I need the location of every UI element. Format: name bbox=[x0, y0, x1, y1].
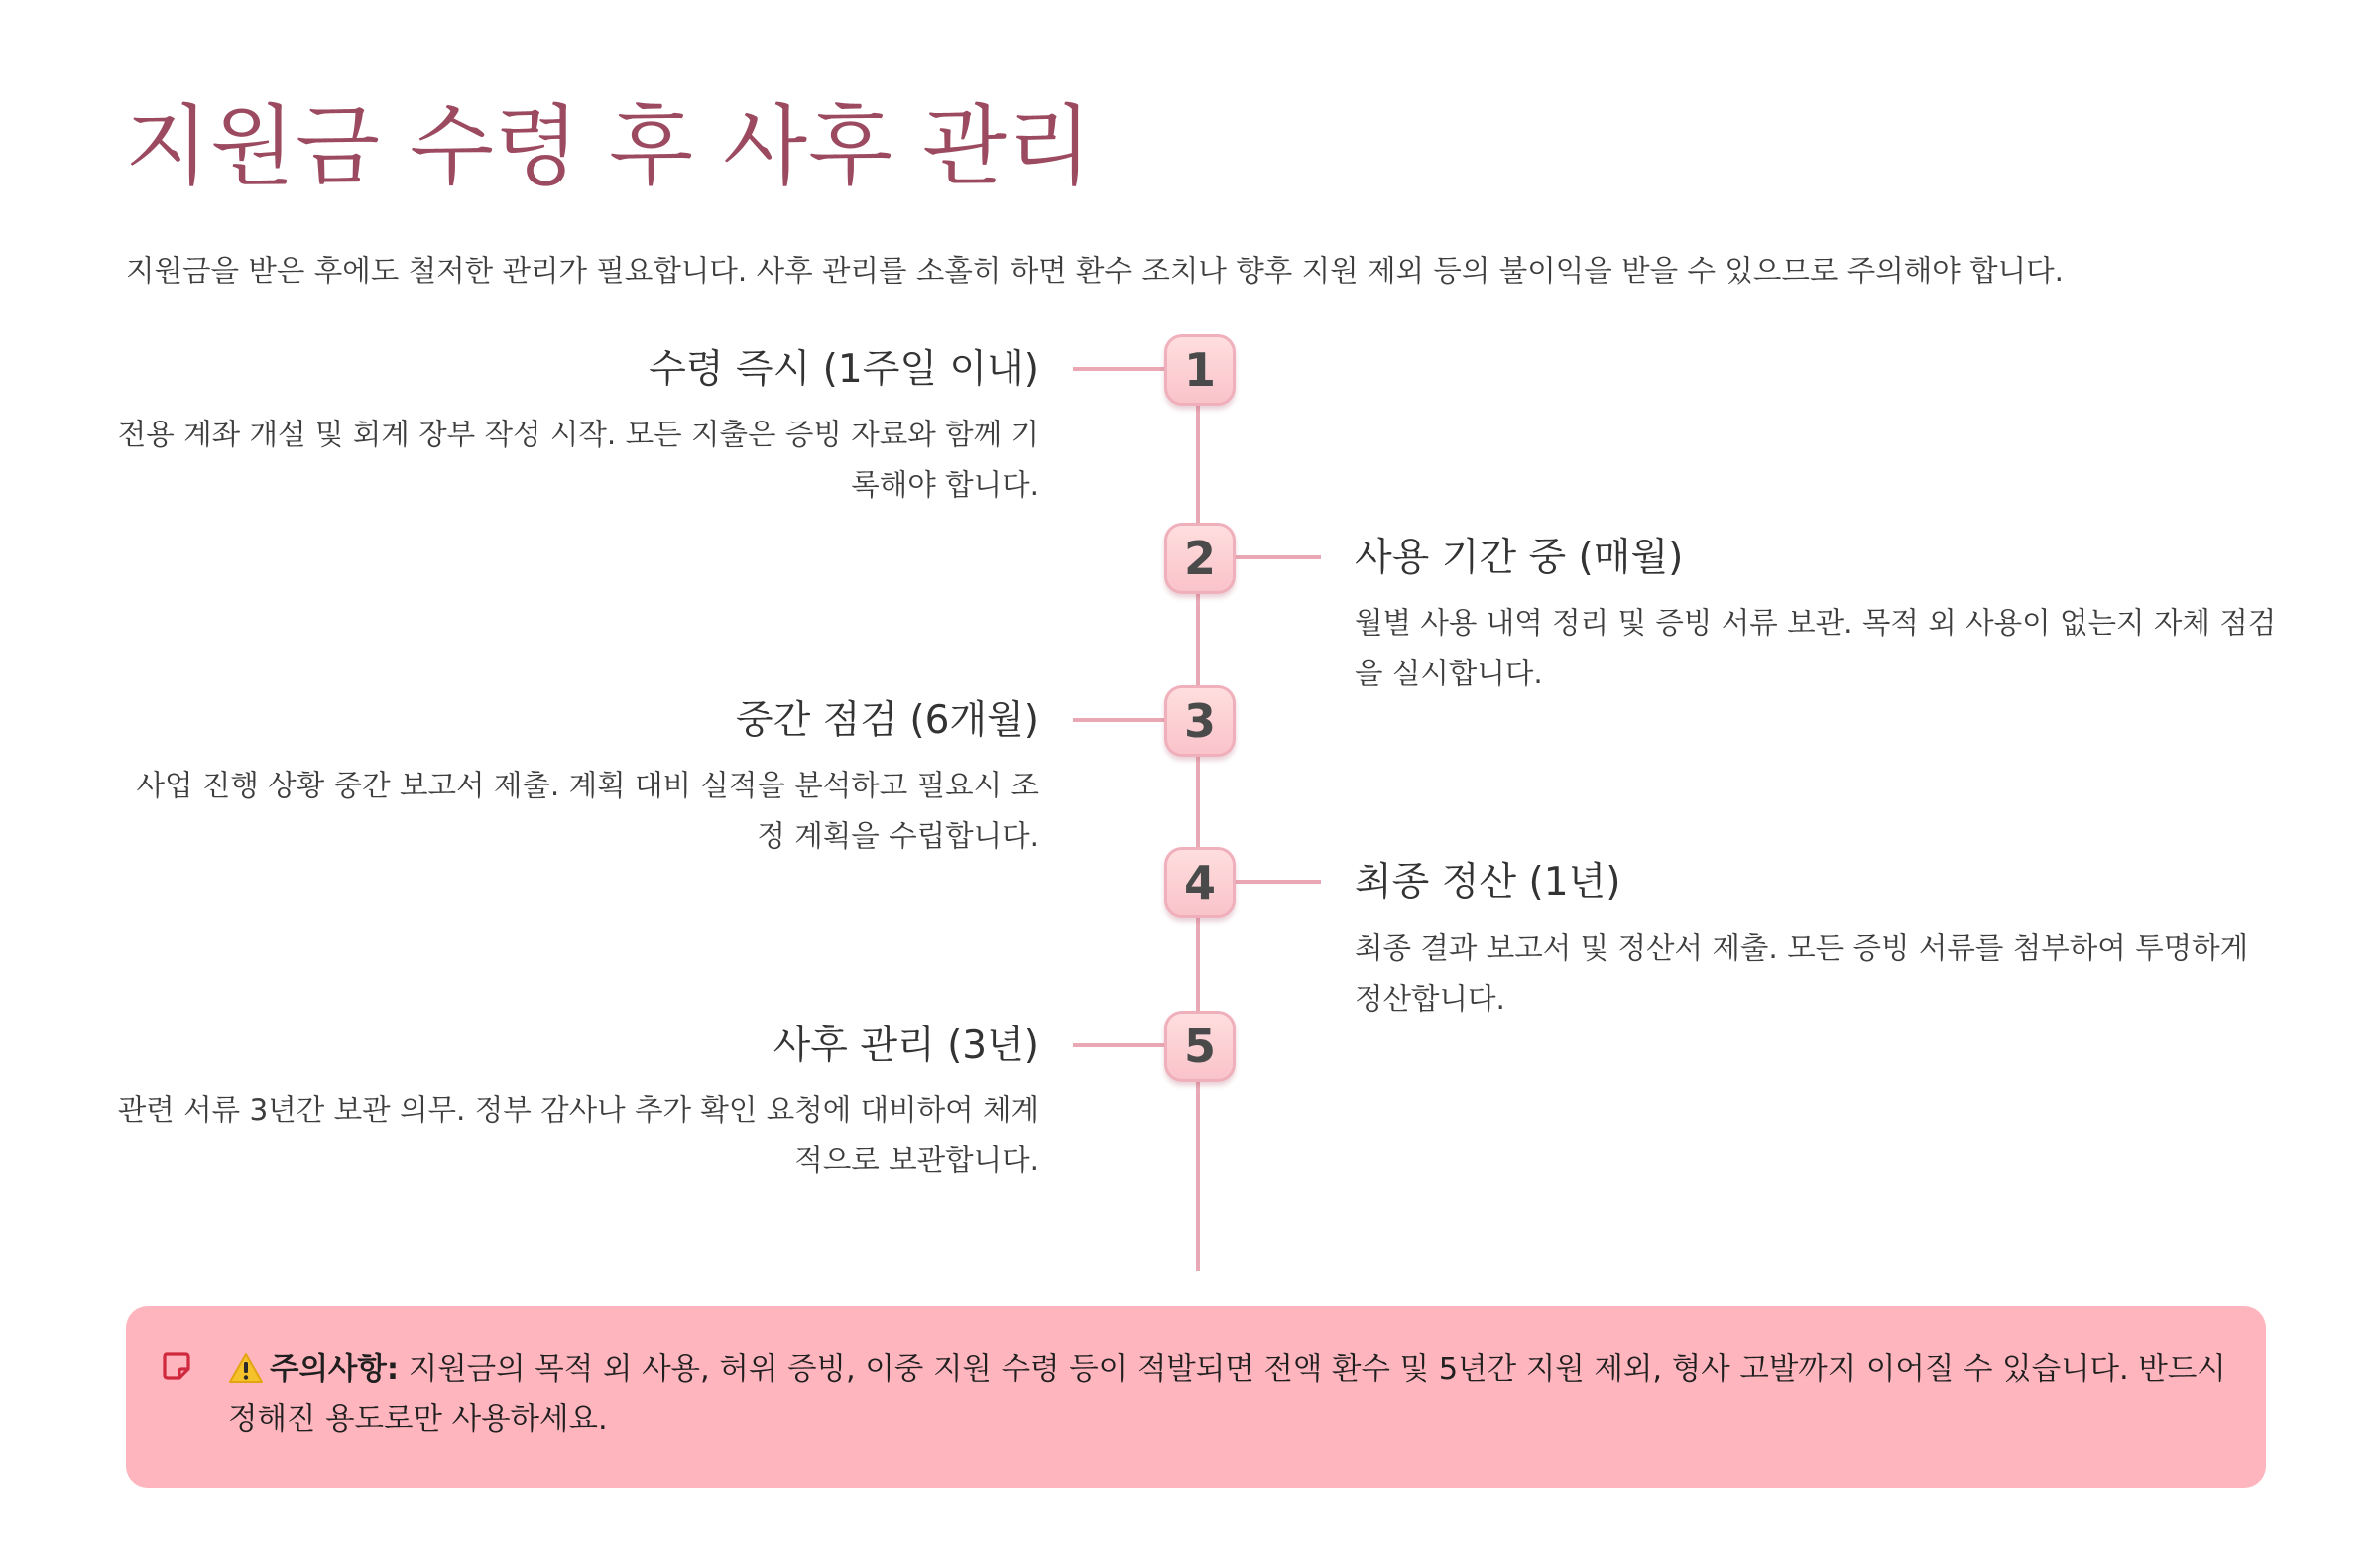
step-number-badge: 2 bbox=[1164, 523, 1236, 594]
step-title: 수령 즉시 (1주일 이내) bbox=[649, 347, 1039, 392]
step-connector bbox=[1073, 718, 1164, 722]
sticky-note-icon bbox=[162, 1351, 191, 1381]
warning-callout bbox=[126, 1306, 2266, 1488]
timeline-line bbox=[1196, 367, 1200, 1271]
step-number-badge: 3 bbox=[1164, 685, 1236, 757]
warning-body: 지원금의 목적 외 사용, 허위 증빙, 이중 지원 수령 등이 적발되면 전액 환수 및 5년간 지원 제외, 형사 고발까지 이어질 수 있습니다. 반드시 정해진 용도로만 사용하세요. bbox=[228, 1352, 2226, 1437]
warning-label: 주의사항: bbox=[270, 1352, 400, 1386]
step-number-badge: 1 bbox=[1164, 334, 1236, 406]
step-number-badge: 5 bbox=[1164, 1011, 1236, 1082]
step-connector bbox=[1230, 555, 1321, 559]
step-connector bbox=[1230, 880, 1321, 884]
step-title: 사후 관리 (3년) bbox=[773, 1024, 1039, 1068]
page-title: 지원금 수령 후 사후 관리 bbox=[125, 95, 1093, 197]
step-description: 전용 계좌 개설 및 회계 장부 작성 시작. 모든 지출은 증빙 자료와 함께 기록해야 합니다. bbox=[117, 418, 1039, 502]
warning-sign-icon bbox=[228, 1352, 264, 1384]
step-description: 최종 결과 보고서 및 정산서 제출. 모든 증빙 서류를 첨부하여 투명하게 정산합니다. bbox=[1355, 931, 2249, 1016]
warning-text bbox=[228, 1344, 2231, 1445]
step-description: 월별 사용 내역 정리 및 증빙 서류 보관. 목적 외 사용이 없는지 자체 점검을 실시합니다. bbox=[1355, 606, 2277, 690]
step-number-badge: 4 bbox=[1164, 847, 1236, 918]
step-title: 사용 기간 중 (매월) bbox=[1355, 536, 1684, 580]
step-connector bbox=[1073, 367, 1164, 371]
intro-text: 지원금을 받은 후에도 철저한 관리가 필요합니다. 사후 관리를 소홀히 하면 환수 조치나 향후 지원 제외 등의 불이익을 받을 수 있으므로 주의해야 합니다. bbox=[126, 254, 2064, 288]
step-title: 최종 정산 (1년) bbox=[1355, 860, 1621, 904]
step-description: 사업 진행 상황 중간 보고서 제출. 계획 대비 실적을 분석하고 필요시 조정 계획을 수립합니다. bbox=[136, 769, 1039, 853]
step-connector bbox=[1073, 1043, 1164, 1047]
step-title: 중간 점검 (6개월) bbox=[735, 698, 1039, 743]
step-description: 관련 서류 3년간 보관 의무. 정부 감사나 추가 확인 요청에 대비하여 체계적으로 보관합니다. bbox=[117, 1093, 1039, 1177]
